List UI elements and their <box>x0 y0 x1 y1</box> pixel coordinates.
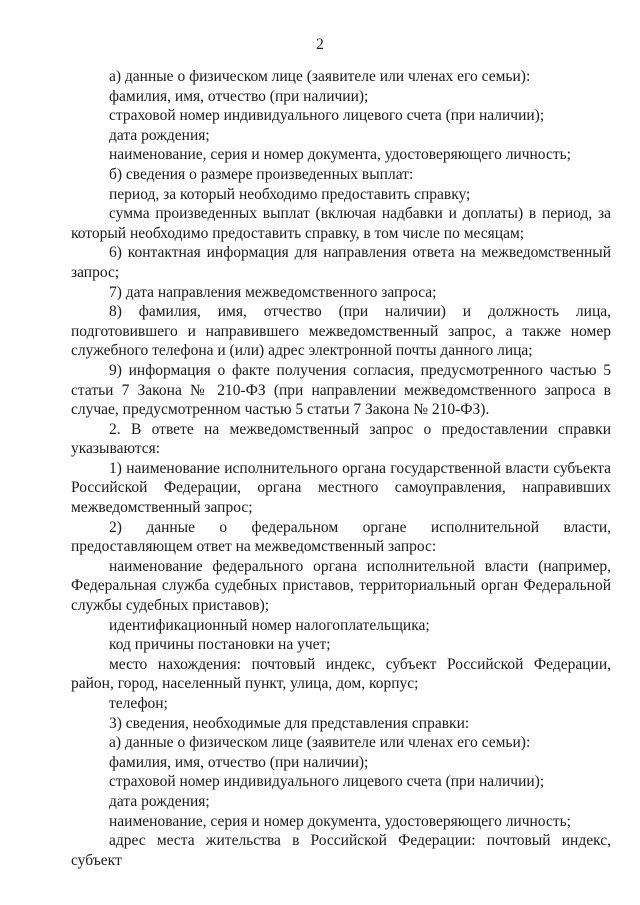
paragraph: а) данные о физическом лице (заявителе или членах его семьи): <box>109 734 531 752</box>
paragraph: 3) сведения, необходимые для представления справки: <box>109 714 470 732</box>
page-number: 2 <box>316 36 324 53</box>
paragraph: дата рождения; <box>109 792 210 810</box>
paragraph: фамилия, имя, отчество (при наличии); <box>109 753 369 771</box>
paragraph: место нахождения: почтовый индекс, субъект Российской Федерации, район, город, населенный пункт, улица, дом, корпус; <box>71 655 611 693</box>
paragraph: 1) наименование исполнительного органа государственной власти субъекта Российской Федерации, органа местного самоуправления, направивших межведомственный запрос; <box>71 459 611 517</box>
paragraph: адрес места жительства в Российской Федерации: почтовый индекс, субъект <box>71 832 611 869</box>
paragraph: наименование, серия и номер документа, удостоверяющего личность; <box>109 146 571 164</box>
paragraph: страховой номер индивидуального лицевого счета (при наличии); <box>109 107 545 125</box>
paragraph: код причины постановки на учет; <box>109 636 331 654</box>
paragraph: дата рождения; <box>109 126 210 144</box>
paragraph: идентификационный номер налогоплательщика; <box>109 616 430 634</box>
paragraph: наименование федерального органа исполнительной власти (например, Федеральная служба судебных приставов, территориальный орган Федеральной службы судебных приставов); <box>71 557 611 615</box>
paragraph: страховой номер индивидуального лицевого счета (при наличии); <box>109 773 545 791</box>
paragraph: телефон; <box>109 695 168 712</box>
paragraph: 8) фамилия, имя, отчество (при наличии) и должность лица, подготовившего и направившего межведомственный запрос, а также номер служебного телефона и (или) адрес электронной почты данного лица; <box>71 303 611 360</box>
paragraph: а) данные о физическом лице (заявителе или членах его семьи): <box>109 68 531 85</box>
paragraph: 6) контактная информация для направления ответа на межведомственный запрос; <box>71 244 611 281</box>
paragraph: фамилия, имя, отчество (при наличии); <box>109 87 369 105</box>
paragraph: б) сведения о размере произведенных выплат: <box>109 165 414 183</box>
document-body <box>71 67 611 870</box>
paragraph: 2) данные о федеральном органе исполнительной власти, предоставляющем ответ на межведомственный запрос: <box>71 518 611 556</box>
paragraph: период, за который необходимо предоставить справку; <box>109 185 471 203</box>
section-heading: 2. В ответе на межведомственный запрос о предоставлении справки указываются: <box>71 420 611 458</box>
paragraph: 9) информация о факте получения согласия, предусмотренного частью 5 статьи 7 Закона № 210-ФЗ (при направлении межведомственного запроса в случае, предусмотренном частью 5 статьи 7 Закона № 210-ФЗ). <box>71 361 611 419</box>
paragraph: сумма произведенных выплат (включая надбавки и доплаты) в период, за который необходимо предоставить справку, в том числе по месяцам; <box>71 205 611 242</box>
paragraph: 7) дата направления межведомственного запроса; <box>109 283 437 301</box>
paragraph: наименование, серия и номер документа, удостоверяющего личность; <box>109 812 571 830</box>
